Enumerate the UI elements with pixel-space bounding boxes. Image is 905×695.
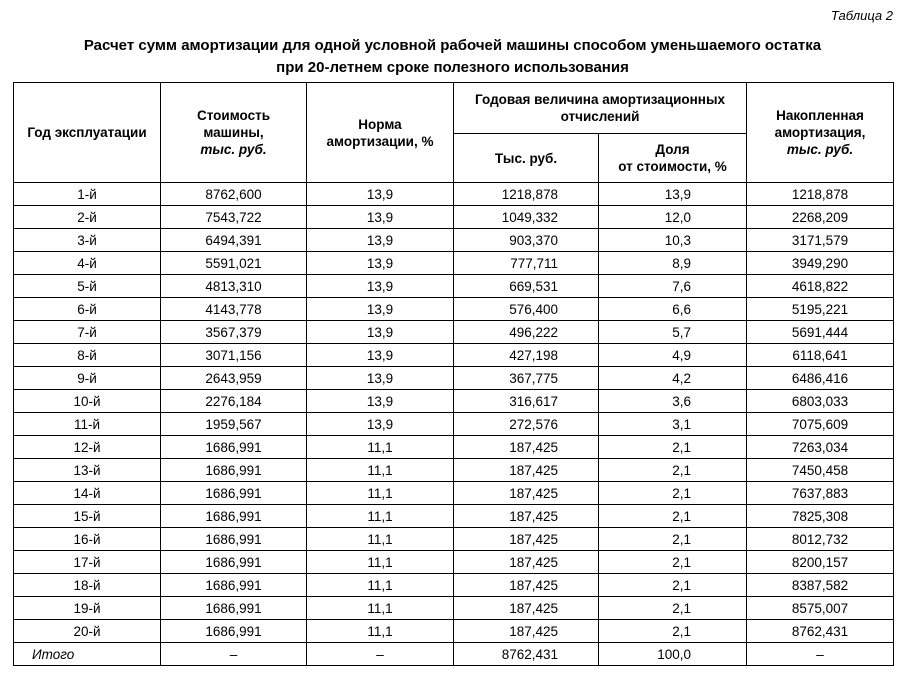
cell-share: 6,6 [599, 298, 747, 321]
cell-rate: 11,1 [307, 528, 454, 551]
cell-annual: 669,531 [454, 275, 599, 298]
cell-accumulated: 6486,416 [747, 367, 894, 390]
cell-year: 9-й [14, 367, 161, 390]
cell-year: 16-й [14, 528, 161, 551]
cell-annual: 187,425 [454, 436, 599, 459]
cell-annual: 272,576 [454, 413, 599, 436]
cell-rate: 11,1 [307, 436, 454, 459]
cell-cost: 7543,722 [161, 206, 307, 229]
cell-rate: 11,1 [307, 620, 454, 643]
cell-accumulated: 7263,034 [747, 436, 894, 459]
cell-rate: 11,1 [307, 597, 454, 620]
cell-cost: 1686,991 [161, 551, 307, 574]
cell-year: 2-й [14, 206, 161, 229]
cell-annual: 187,425 [454, 620, 599, 643]
cell-accumulated: 5195,221 [747, 298, 894, 321]
cell-year: 11-й [14, 413, 161, 436]
cell-year: 20-й [14, 620, 161, 643]
table-row [14, 206, 894, 229]
cell-rate: 13,9 [307, 252, 454, 275]
table-row [14, 574, 894, 597]
table-header [14, 83, 894, 183]
cell-cost: 2276,184 [161, 390, 307, 413]
cell-annual: 187,425 [454, 482, 599, 505]
cell-annual: 187,425 [454, 505, 599, 528]
cell-accumulated: 2268,209 [747, 206, 894, 229]
cell-cost: 6494,391 [161, 229, 307, 252]
cell-annual: 1049,332 [454, 206, 599, 229]
cell-share: 4,2 [599, 367, 747, 390]
cell-cost: 1686,991 [161, 597, 307, 620]
cell-accumulated: 8387,582 [747, 574, 894, 597]
cell-share: 13,9 [599, 183, 747, 206]
cell-rate: 13,9 [307, 367, 454, 390]
cell-annual: 777,711 [454, 252, 599, 275]
cell-rate: 11,1 [307, 551, 454, 574]
cell-annual: 187,425 [454, 459, 599, 482]
cell-year: 19-й [14, 597, 161, 620]
table-row [14, 505, 894, 528]
cell-share: 2,1 [599, 482, 747, 505]
cell-rate: 13,9 [307, 206, 454, 229]
cell-year: 18-й [14, 574, 161, 597]
title-line-1: Расчет сумм амортизации для одной условной рабочей машины способом уменьшаемого остатка [83, 37, 822, 54]
cell-cost: 1686,991 [161, 574, 307, 597]
cell-share: 5,7 [599, 321, 747, 344]
total-cost: – [161, 643, 307, 666]
cell-share: 2,1 [599, 551, 747, 574]
total-rate: – [307, 643, 454, 666]
cell-rate: 11,1 [307, 482, 454, 505]
cell-share: 8,9 [599, 252, 747, 275]
cell-share: 2,1 [599, 436, 747, 459]
cell-cost: 1959,567 [161, 413, 307, 436]
table-row [14, 252, 894, 275]
table-body [14, 183, 894, 643]
total-accumulated: – [747, 643, 894, 666]
cell-year: 4-й [14, 252, 161, 275]
cell-rate: 13,9 [307, 321, 454, 344]
cell-share: 3,6 [599, 390, 747, 413]
cell-cost: 3071,156 [161, 344, 307, 367]
cell-accumulated: 8762,431 [747, 620, 894, 643]
header-annual-share: Доля от стоимости, % [599, 134, 747, 183]
cell-accumulated: 8575,007 [747, 597, 894, 620]
cell-year: 14-й [14, 482, 161, 505]
cell-cost: 1686,991 [161, 528, 307, 551]
cell-cost: 2643,959 [161, 367, 307, 390]
cell-year: 5-й [14, 275, 161, 298]
cell-accumulated: 7825,308 [747, 505, 894, 528]
table-caption: Таблица 2 [830, 8, 893, 23]
cell-accumulated: 4618,822 [747, 275, 894, 298]
cell-annual: 576,400 [454, 298, 599, 321]
cell-cost: 8762,600 [161, 183, 307, 206]
table-row [14, 528, 894, 551]
cell-annual: 903,370 [454, 229, 599, 252]
total-row [14, 643, 894, 666]
cell-rate: 13,9 [307, 298, 454, 321]
cell-cost: 4813,310 [161, 275, 307, 298]
cell-rate: 13,9 [307, 229, 454, 252]
cell-rate: 13,9 [307, 413, 454, 436]
cell-accumulated: 3949,290 [747, 252, 894, 275]
header-annual-group: Годовая величина амортизационных отчислений [454, 83, 747, 134]
cell-cost: 1686,991 [161, 505, 307, 528]
cell-year: 3-й [14, 229, 161, 252]
header-annual-thousand: Тыс. руб. [454, 134, 599, 183]
table-row [14, 413, 894, 436]
total-share: 100,0 [599, 643, 747, 666]
cell-share: 2,1 [599, 620, 747, 643]
cell-year: 12-й [14, 436, 161, 459]
cell-cost: 1686,991 [161, 482, 307, 505]
table-row [14, 275, 894, 298]
cell-cost: 1686,991 [161, 620, 307, 643]
cell-rate: 11,1 [307, 459, 454, 482]
cell-accumulated: 3171,579 [747, 229, 894, 252]
table-row [14, 183, 894, 206]
cell-rate: 13,9 [307, 390, 454, 413]
cell-share: 2,1 [599, 528, 747, 551]
table-row [14, 390, 894, 413]
cell-share: 2,1 [599, 505, 747, 528]
table-row [14, 620, 894, 643]
cell-accumulated: 1218,878 [747, 183, 894, 206]
cell-accumulated: 5691,444 [747, 321, 894, 344]
cell-annual: 1218,878 [454, 183, 599, 206]
header-accumulated: Накопленная амортизация, тыс. руб. [747, 83, 894, 183]
cell-cost: 3567,379 [161, 321, 307, 344]
table-row [14, 367, 894, 390]
cell-rate: 11,1 [307, 505, 454, 528]
cell-year: 8-й [14, 344, 161, 367]
amortization-table [13, 82, 894, 666]
cell-annual: 187,425 [454, 574, 599, 597]
table-row [14, 597, 894, 620]
cell-cost: 4143,778 [161, 298, 307, 321]
total-label: Итого [14, 643, 161, 666]
cell-cost: 5591,021 [161, 252, 307, 275]
cell-annual: 187,425 [454, 597, 599, 620]
cell-share: 2,1 [599, 459, 747, 482]
table-row [14, 229, 894, 252]
total-annual: 8762,431 [454, 643, 599, 666]
header-cost: Стоимость машины, тыс. руб. [161, 83, 307, 183]
title-line-2: при 20-летнем сроке полезного использования [276, 59, 629, 76]
cell-cost: 1686,991 [161, 459, 307, 482]
cell-accumulated: 8200,157 [747, 551, 894, 574]
cell-accumulated: 7075,609 [747, 413, 894, 436]
cell-share: 2,1 [599, 574, 747, 597]
cell-annual: 367,775 [454, 367, 599, 390]
table-row [14, 344, 894, 367]
cell-year: 7-й [14, 321, 161, 344]
document-title [0, 35, 905, 79]
header-year: Год эксплуатации [14, 83, 161, 183]
table-row [14, 321, 894, 344]
cell-share: 12,0 [599, 206, 747, 229]
cell-year: 10-й [14, 390, 161, 413]
cell-accumulated: 7450,458 [747, 459, 894, 482]
cell-year: 13-й [14, 459, 161, 482]
cell-share: 3,1 [599, 413, 747, 436]
table-row [14, 551, 894, 574]
cell-rate: 11,1 [307, 574, 454, 597]
table-row [14, 482, 894, 505]
cell-share: 7,6 [599, 275, 747, 298]
cell-year: 1-й [14, 183, 161, 206]
cell-accumulated: 7637,883 [747, 482, 894, 505]
cell-share: 10,3 [599, 229, 747, 252]
cell-annual: 316,617 [454, 390, 599, 413]
cell-cost: 1686,991 [161, 436, 307, 459]
cell-year: 6-й [14, 298, 161, 321]
cell-annual: 187,425 [454, 528, 599, 551]
cell-rate: 13,9 [307, 344, 454, 367]
cell-annual: 427,198 [454, 344, 599, 367]
cell-share: 4,9 [599, 344, 747, 367]
cell-annual: 496,222 [454, 321, 599, 344]
cell-annual: 187,425 [454, 551, 599, 574]
header-rate: Норма амортизации, % [307, 83, 454, 183]
table-row [14, 298, 894, 321]
cell-year: 15-й [14, 505, 161, 528]
table-row [14, 459, 894, 482]
cell-year: 17-й [14, 551, 161, 574]
table-row [14, 436, 894, 459]
cell-accumulated: 6803,033 [747, 390, 894, 413]
cell-rate: 13,9 [307, 275, 454, 298]
cell-accumulated: 8012,732 [747, 528, 894, 551]
cell-rate: 13,9 [307, 183, 454, 206]
cell-accumulated: 6118,641 [747, 344, 894, 367]
cell-share: 2,1 [599, 597, 747, 620]
